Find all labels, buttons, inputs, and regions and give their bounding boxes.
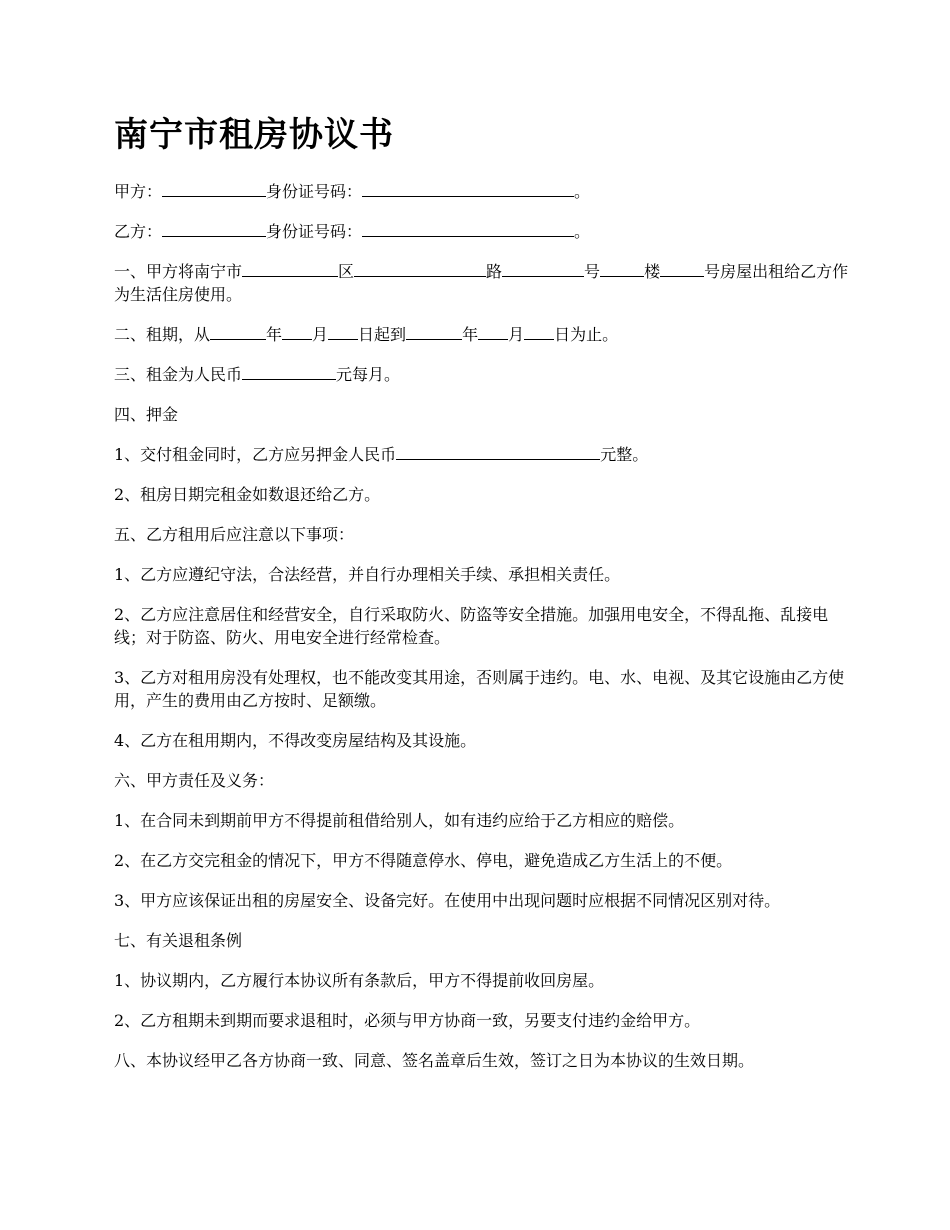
clause-5-heading: 五、乙方租用后应注意以下事项： [114,525,355,544]
party-a-id-label: 身份证号码： [266,182,363,201]
party-a-name-blank [162,180,266,197]
clause-1-text-2: 区 [338,262,355,281]
clause-2-text-1: 二、租期，从 [114,325,211,344]
clause-4-item-1 [114,443,854,466]
clause-6-item-2: 2、在乙方交完租金的情况下，甲方不得随意停水、停电，避免造成乙方生活上的不便。 [114,851,733,870]
number-blank [502,260,584,277]
clause-5-item-2: 2、乙方应注意居住和经营安全，自行采取防火、防盗等安全措施。加强用电安全，不得乱拖、乱接电线；对于防盗、防火、用电安全进行经常检查。 [114,605,829,647]
start-day-blank [328,323,358,340]
end-month-blank [478,323,508,340]
clause-7-item-1: 1、协议期内，乙方履行本协议所有条款后，甲方不得提前收回房屋。 [114,971,605,990]
clause-4-item-1-text-2: 元整。 [600,445,649,464]
clause-4-heading: 四、押金 [114,405,179,424]
clause-1-text-6: 号房屋出租给乙方作为生活住房使用。 [114,262,849,304]
district-blank [242,260,338,277]
party-b-id-label: 身份证号码： [266,222,363,241]
clause-1 [114,260,854,306]
clause-7-item-2: 2、乙方租期未到期而要求退租时，必须与甲方协商一致，另要支付违约金给甲方。 [114,1011,701,1030]
end-year-blank [406,323,462,340]
clause-3-text-2: 元每月。 [336,365,401,384]
end-day-blank [524,323,554,340]
party-a-id-blank [362,180,574,197]
building-blank [600,260,644,277]
start-year-blank [210,323,266,340]
clause-6-item-1: 1、在合同未到期前甲方不得提前租借给别人，如有违约应给于乙方相应的赔偿。 [114,811,685,830]
clause-2-text-3: 月 [312,325,329,344]
clause-5-item-4: 4、乙方在租用期内，不得改变房屋结构及其设施。 [114,731,477,750]
party-b-id-blank [362,220,574,237]
clause-3-text-1: 三、租金为人民币 [114,365,243,384]
document-title: 南宁市租房协议书 [114,115,394,155]
clause-7-heading: 七、有关退租条例 [114,931,243,950]
party-b-line [114,220,854,243]
document-page [114,112,854,1089]
clause-2 [114,323,854,346]
party-b-name-blank [162,220,266,237]
clause-4-item-1-text-1: 1、交付租金同时，乙方应另押金人民币 [114,445,397,464]
deposit-amount-blank [396,443,600,460]
clause-1-text-1: 一、甲方将南宁市 [114,262,243,281]
clause-2-text-5: 年 [462,325,479,344]
clause-1-text-5: 楼 [644,262,661,281]
party-b-end: 。 [574,222,591,241]
rent-amount-blank [242,363,336,380]
clause-8: 八、本协议经甲乙各方协商一致、同意、签名盖章后生效，签订之日为本协议的生效日期。 [114,1051,755,1070]
clause-2-text-2: 年 [266,325,283,344]
clause-5-item-3: 3、乙方对租用房没有处理权，也不能改变其用途，否则属于违约。电、水、电视、及其它设施由乙方使用，产生的费用由乙方按时、足额缴。 [114,668,845,710]
road-blank [354,260,486,277]
clause-2-text-7: 日为止。 [554,325,619,344]
party-a-end: 。 [574,182,591,201]
clause-3 [114,363,854,386]
party-b-label: 乙方： [114,222,163,241]
party-a-line [114,180,854,203]
clause-4-item-2: 2、租房日期完租金如数退还给乙方。 [114,485,381,504]
clause-5-item-1: 1、乙方应遵纪守法，合法经营，并自行办理相关手续、承担相关责任。 [114,565,621,584]
room-blank [660,260,704,277]
clause-6-heading: 六、甲方责任及义务： [114,771,275,790]
start-month-blank [282,323,312,340]
clause-2-text-6: 月 [508,325,525,344]
party-a-label: 甲方： [114,182,163,201]
clause-1-text-4: 号 [584,262,601,281]
clause-2-text-4: 日起到 [358,325,407,344]
clause-6-item-3: 3、甲方应该保证出租的房屋安全、设备完好。在使用中出现问题时应根据不同情况区别对待。 [114,891,781,910]
clause-1-text-3: 路 [486,262,503,281]
